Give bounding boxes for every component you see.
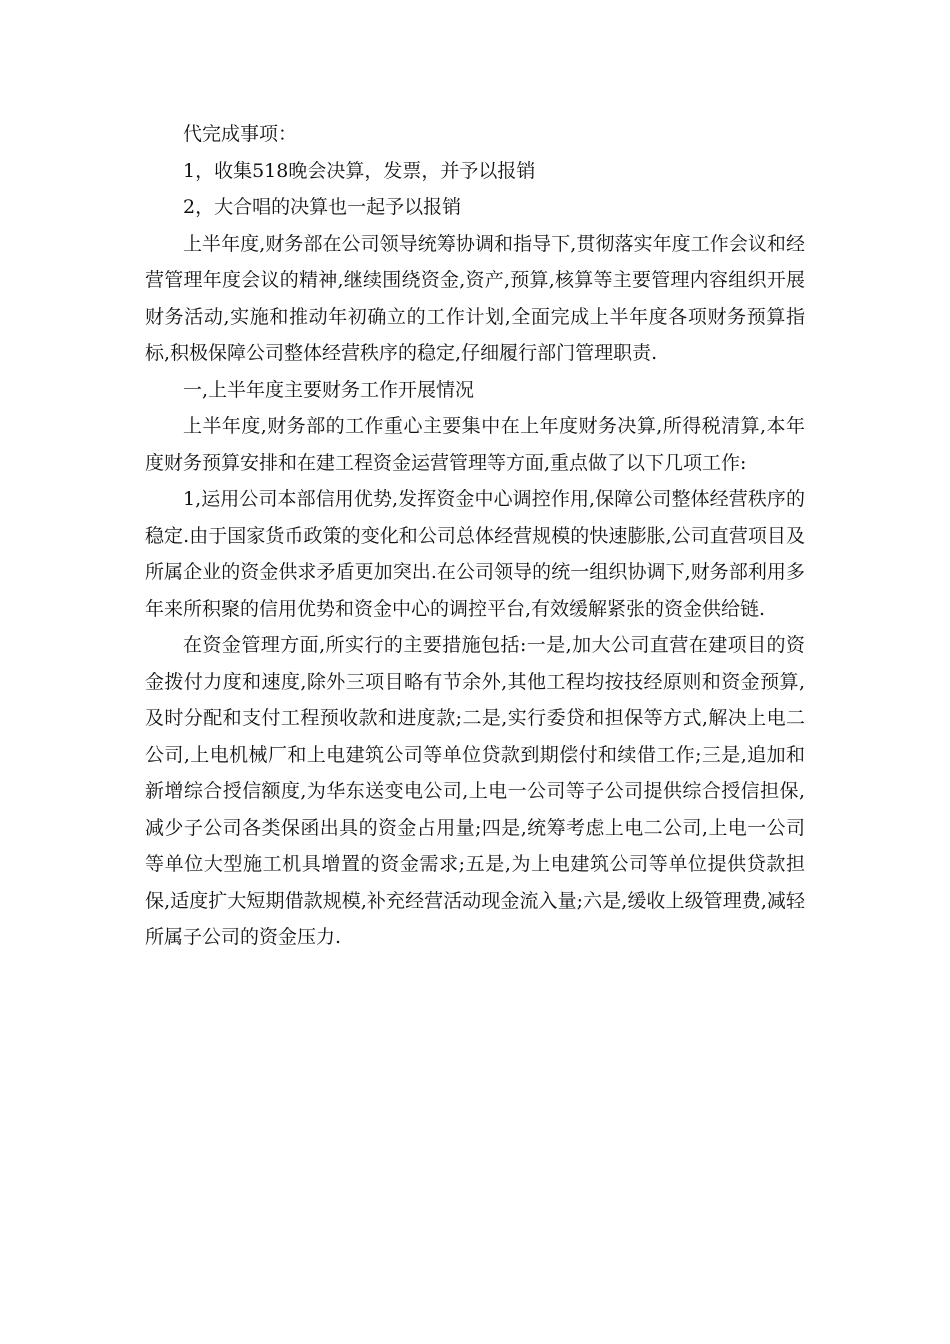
todo-item-2: 2，大合唱的决算也一起予以报销	[183, 196, 462, 218]
work-item-1-paragraph: 1,运用公司本部信用优势,发挥资金中心调控作用,保障公司整体经营秩序的稳定.由于国家货币政策的变化和公司总体经营规模的快速膨胀,公司直营项目及所属企业的资金供求矛盾更加突出.在公司领导的统一组织协调下,财务部利用多年来所积聚的信用优势和资金中心的调控平台,有效缓解紧张的资金供给链.	[145, 488, 805, 620]
section-heading: 一,上半年度主要财务工作开展情况	[183, 378, 475, 401]
section-overview-paragraph: 上半年度,财务部的工作重心主要集中在上年度财务决算,所得税清算,本年度财务预算安排和在建工程资金运营管理等方面,重点做了以下几项工作:	[145, 415, 805, 474]
intro-paragraph: 上半年度,财务部在公司领导统筹协调和指导下,贯彻落实年度工作会议和经营管理年度会议的精神,继续围绕资金,资产,预算,核算等主要管理内容组织开展财务活动,实施和推动年初确立的工作计划,全面完成上半年度各项财务预算指标,积极保障公司整体经营秩序的稳定,仔细履行部门管理职责.	[145, 232, 805, 364]
fund-management-paragraph: 在资金管理方面,所实行的主要措施包括:一是,加大公司直营在建项目的资金拨付力度和速度,除外三项目略有节余外,其他工程均按技经原则和资金预算,及时分配和支付工程预收款和进度款;二是,实行委贷和担保等方式,解决上电二公司,上电机械厂和上电建筑公司等单位贷款到期偿付和续借工作;三是,追加和新增综合授信额度,为华东送变电公司,上电一公司等子公司提供综合授信担保,减少子公司各类保函出具的资金占用量;四是,统筹考虑上电二公司,上电一公司等单位大型施工机具增置的资金需求;五是,为上电建筑公司等单位提供贷款担保,适度扩大短期借款规模,补充经营活动现金流入量;六是,缓收上级管理费,减轻所属子公司的资金压力.	[145, 634, 805, 948]
todo-heading: 代完成事项：	[183, 123, 298, 145]
todo-item-1: 1，收集518晚会决算，发票，并予以报销	[183, 159, 536, 182]
document-body	[145, 116, 805, 956]
